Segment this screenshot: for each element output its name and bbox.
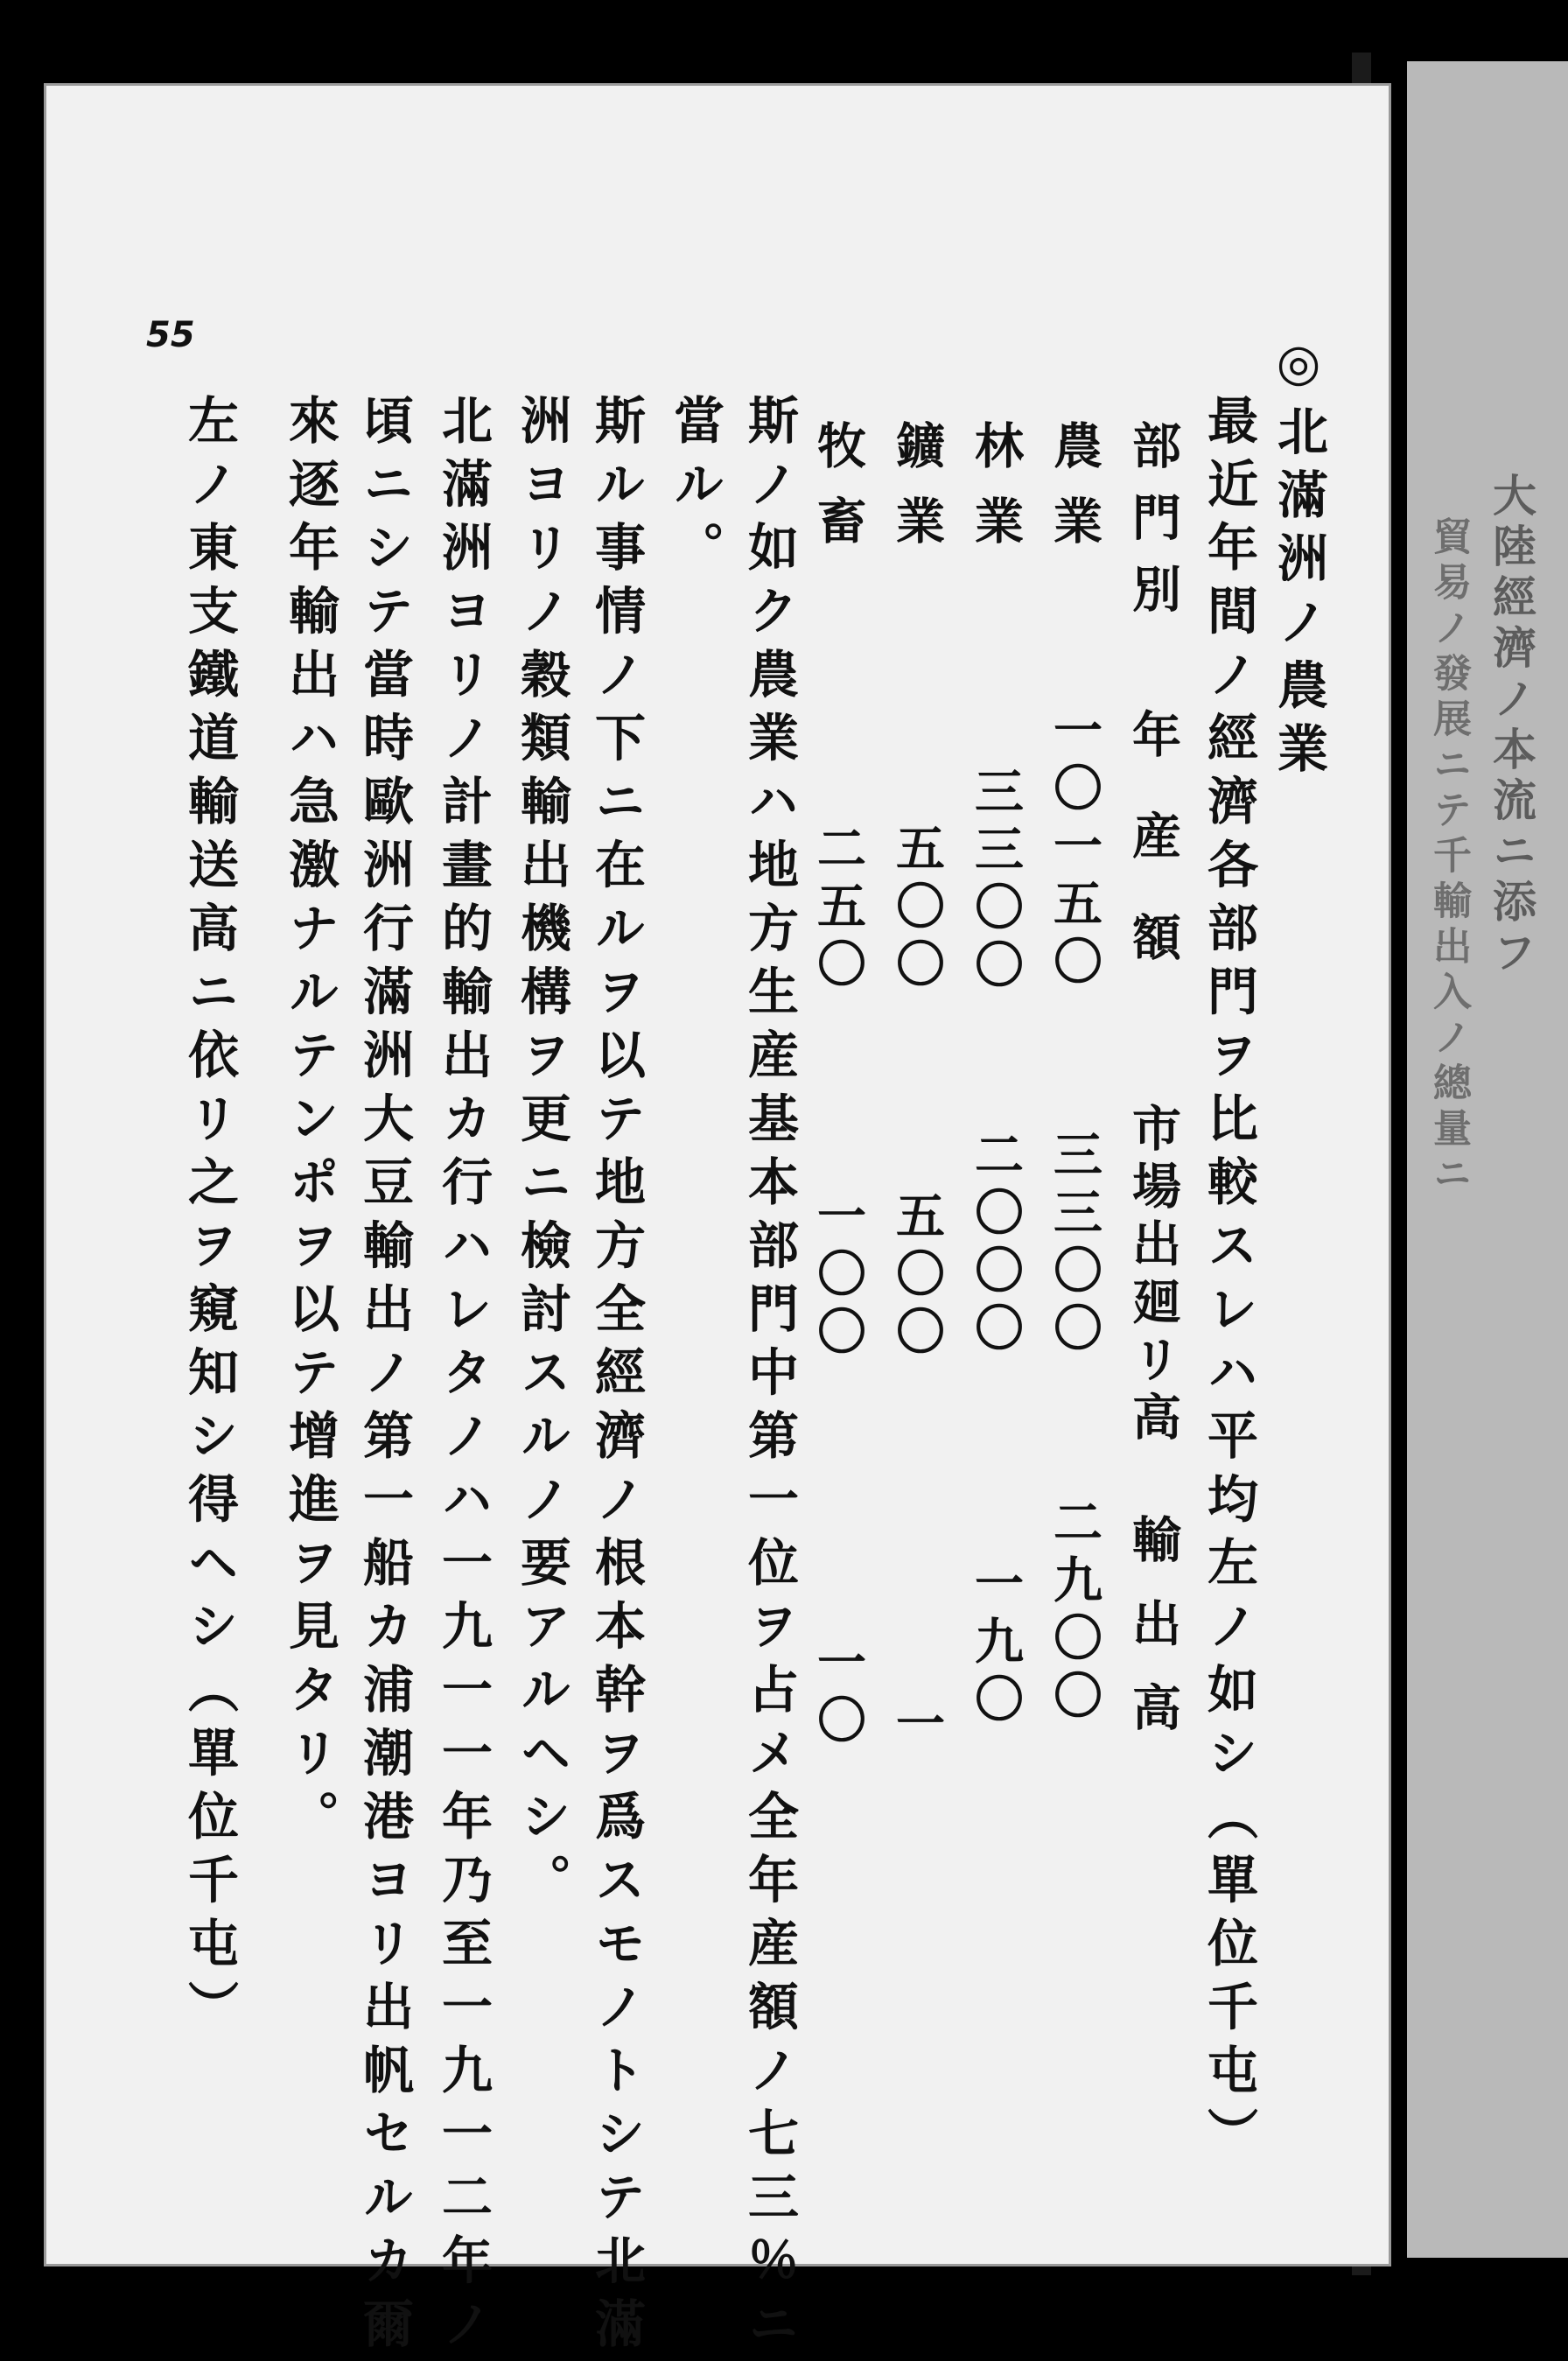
paragraph-line: 北滿洲ヨリノ計畫的輸出カ行ハレタノハ一九一一年乃至一九一二年ノ [433, 394, 493, 2361]
paragraph-line: 左ノ東支鐵道輸送高ニ依リ之ヲ窺知シ得ヘシ（單位千屯） [179, 394, 239, 2043]
table-cell-production: 二五〇 [809, 823, 867, 996]
table-cell-market: 二〇〇〇 [967, 1129, 1025, 1360]
table-cell-export: 二九〇〇 [1046, 1496, 1103, 1727]
paragraph-line: 斯ノ如ク農業ハ地方生産基本部門中第一位ヲ占メ全年産額ノ七三％ニ [739, 394, 799, 2361]
table-row-label: 林業 [967, 420, 1025, 571]
bleed-column: 貿易ノ發展ニテ千輸出入ノ總量ニ [1426, 516, 1471, 1199]
paragraph-line: 來逐年輸出ハ急激ナルテンポヲ以テ增進ヲ見タリ。 [280, 394, 340, 1853]
table-row-label: 牧畜 [809, 420, 867, 571]
paragraph-line: 洲ヨリノ穀類輸出機構ヲ更ニ檢討スルノ要アルヘシ。 [512, 394, 571, 1916]
intro-line: 最近年間ノ經濟各部門ヲ比較スレハ平均左ノ如シ（單位千屯） [1199, 394, 1258, 2170]
table-cell-export: 一九〇 [967, 1558, 1025, 1731]
table-header-cell: 年産額 [1124, 709, 1182, 1013]
table-cell-market: 一〇〇 [809, 1190, 867, 1363]
section-heading: ◎北滿洲ノ農業 [1269, 333, 1328, 786]
table-cell-production: 三三〇〇 [967, 766, 1025, 997]
paragraph-line: 當ル。 [665, 394, 724, 585]
table-cell-export: 一〇 [809, 1636, 867, 1752]
bleed-column: 大陸經濟ノ本流ニ添フ [1486, 473, 1537, 980]
table-cell-production: 五〇〇 [888, 823, 946, 996]
table-row-label: 農業 [1046, 420, 1103, 571]
paragraph-line: 頃ニシテ當時歐洲行滿洲大豆輸出ノ第一船カ浦潮港ヨリ出帆セルカ爾 [354, 394, 414, 2361]
table-cell-market: 五〇〇 [888, 1190, 946, 1363]
adjacent-page-bleed [1407, 61, 1568, 2258]
table-cell-market: 三三〇〇 [1046, 1129, 1103, 1360]
table-cell-export: 一 [888, 1698, 946, 1755]
page-number: 55 [146, 315, 195, 355]
table-cell-production: 一〇一五〇 [1046, 704, 1103, 993]
table-header-cell: 部門別 [1124, 420, 1182, 635]
paragraph-line: 斯ル事情ノ下ニ在ルヲ以テ地方全經濟ノ根本幹ヲ爲スモノトシテ北滿 [586, 394, 646, 2361]
table-row-label: 鑛業 [888, 420, 946, 571]
table-header-cell: 輸出高 [1124, 1514, 1182, 1766]
table-header-cell: 市場出廻リ高 [1124, 1103, 1182, 1449]
